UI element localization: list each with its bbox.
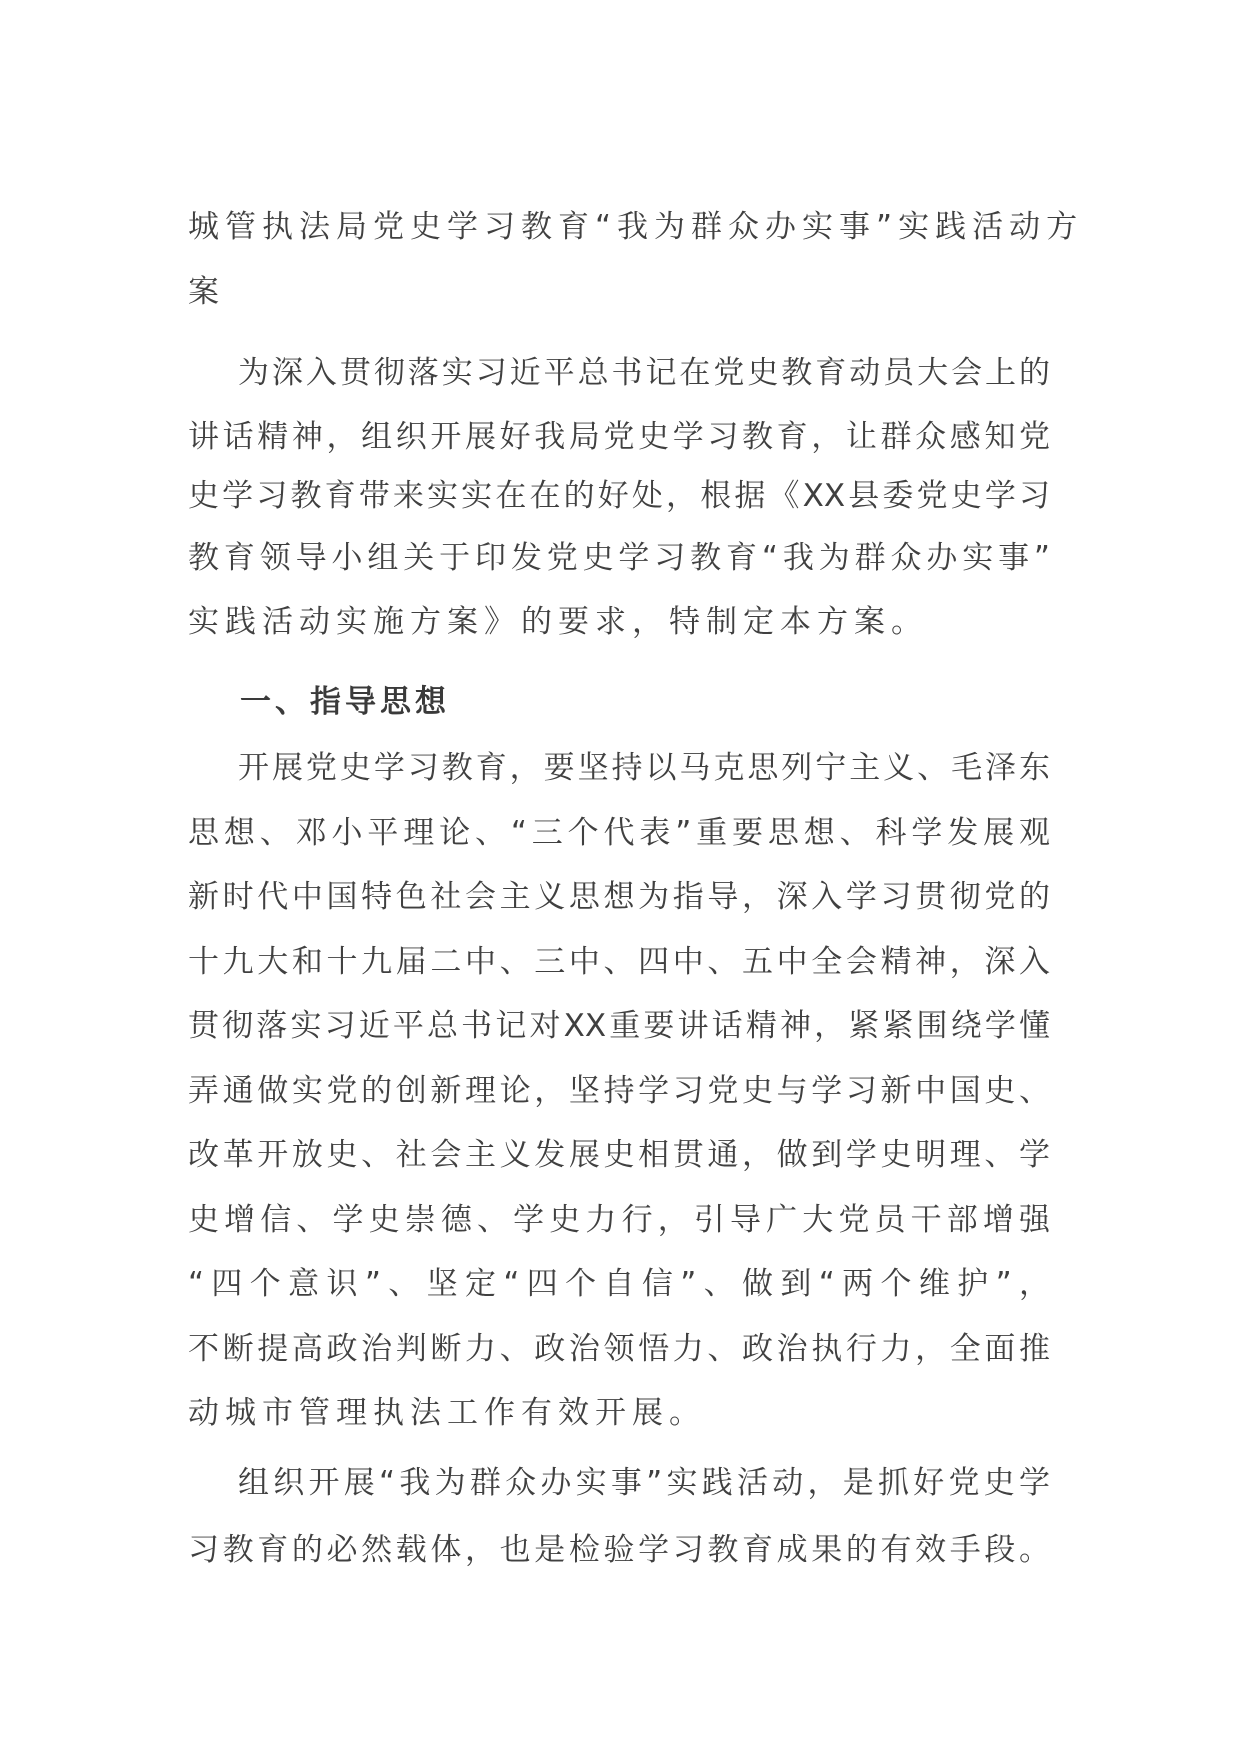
paragraph-2-line-7: 改革开放史、社会主义发展史相贯通，做到学史明理、学: [188, 1137, 1050, 1173]
paragraph-2-line-4: 十九大和十九届二中、三中、四中、五中全会精神，深入: [188, 944, 1050, 980]
paragraph-2-line-9: “四个意识”、坚定“四个自信”、做到“两个维护”，: [188, 1266, 1050, 1302]
paragraph-1-line-5: 实践活动实施方案》的要求，特制定本方案。: [188, 604, 928, 640]
section-1-heading: 一、指导思想: [240, 684, 450, 720]
paragraph-3-line-1: 组织开展“我为群众办实事”实践活动，是抓好党史学: [238, 1465, 1050, 1501]
paragraph-2-line-11: 动城市管理执法工作有效开展。: [188, 1395, 706, 1431]
document-title-line-2: 案: [188, 274, 225, 310]
paragraph-2-line-3: 新时代中国特色社会主义思想为指导，深入学习贯彻党的: [188, 879, 1050, 915]
paragraph-2-line-10: 不断提高政治判断力、政治领悟力、政治执行力，全面推: [188, 1331, 1050, 1367]
paragraph-2-line-1: 开展党史学习教育，要坚持以马克思列宁主义、毛泽东: [238, 750, 1050, 786]
paragraph-2-line-2: 思想、邓小平理论、“三个代表”重要思想、科学发展观: [188, 815, 1050, 851]
paragraph-1-line-1: 为深入贯彻落实习近平总书记在党史教育动员大会上的: [238, 355, 1050, 391]
paragraph-2-line-5: 贯彻落实习近平总书记对XX重要讲话精神，紧紧围绕学懂: [188, 1008, 1050, 1044]
paragraph-1-line-3: 史学习教育带来实实在在的好处，根据《XX县委党史学习: [188, 478, 1050, 514]
document-title-line-1: 城管执法局党史学习教育“我为群众办实事”实践活动方: [188, 209, 1084, 245]
paragraph-1-line-4: 教育领导小组关于印发党史学习教育“我为群众办实事”: [188, 540, 1050, 576]
paragraph-2-line-8: 史增信、学史崇德、学史力行，引导广大党员干部增强: [188, 1202, 1050, 1238]
paragraph-1-line-2: 讲话精神，组织开展好我局党史学习教育，让群众感知党: [188, 419, 1050, 455]
paragraph-3-line-2: 习教育的必然载体，也是检验学习教育成果的有效手段。: [188, 1532, 1050, 1568]
paragraph-2-line-6: 弄通做实党的创新理论，坚持学习党史与学习新中国史、: [188, 1073, 1050, 1109]
